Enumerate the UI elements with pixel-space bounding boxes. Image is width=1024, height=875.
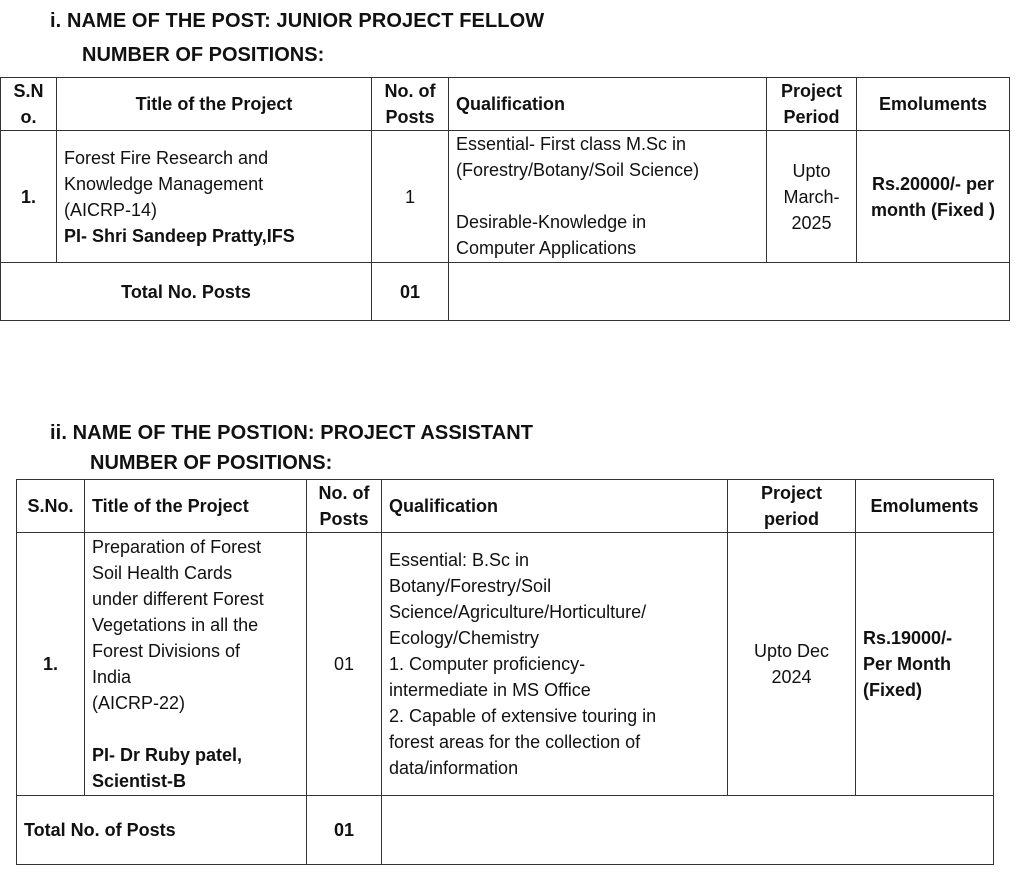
header-posts: No. of Posts bbox=[372, 78, 449, 131]
header-title: Title of the Project bbox=[57, 78, 372, 131]
table-junior-project-fellow bbox=[0, 77, 1010, 321]
principal-investigator: PI- Shri Sandeep Pratty,IFS bbox=[64, 225, 295, 246]
total-value: 01 bbox=[372, 263, 449, 321]
section1-heading: i. NAME OF THE POST: JUNIOR PROJECT FELLOW bbox=[50, 10, 545, 32]
total-label: Total No. of Posts bbox=[17, 796, 307, 865]
section1-subheading: NUMBER OF POSITIONS: bbox=[82, 44, 325, 66]
cell-emoluments: Rs.19000/- Per Month (Fixed) bbox=[856, 533, 994, 796]
cell-sno: 1. bbox=[17, 533, 85, 796]
table-header-row bbox=[1, 78, 1010, 131]
header-period: Project Period bbox=[767, 78, 857, 131]
section2-subheading: NUMBER OF POSITIONS: bbox=[90, 452, 333, 474]
table-header-row bbox=[17, 480, 994, 533]
header-sno: S.N o. bbox=[1, 78, 57, 131]
cell-qualification: Essential: B.Sc in Botany/Forestry/Soil Science/Agriculture/Horticulture/ Ecology/Chemistry 1. Computer proficiency- intermediate in MS Office 2. Capable of extensive touring in forest areas for the collection of data/information bbox=[382, 533, 728, 796]
cell-qualification: Essential- First class M.Sc in (Forestry/Botany/Soil Science) Desirable-Knowledge in Computer Applications bbox=[449, 131, 767, 263]
table-total-row bbox=[17, 796, 994, 865]
principal-investigator: PI- Dr Ruby patel, bbox=[92, 745, 243, 765]
cell-sno: 1. bbox=[1, 131, 57, 263]
cell-posts: 01 bbox=[307, 533, 382, 796]
header-emoluments: Emoluments bbox=[857, 78, 1010, 131]
table-project-assistant bbox=[16, 479, 994, 865]
total-value: 01 bbox=[307, 796, 382, 865]
table-row bbox=[17, 533, 994, 796]
cell-emoluments: Rs.20000/- per month (Fixed ) bbox=[857, 131, 1010, 263]
table-row bbox=[1, 131, 1010, 263]
cell-period: Upto March- 2025 bbox=[767, 131, 857, 263]
cell-title: Forest Fire Research and Knowledge Management (AICRP-14) PI- Shri Sandeep Pratty,IFS bbox=[57, 131, 372, 263]
header-period: Project period bbox=[728, 480, 856, 533]
cell-period: Upto Dec 2024 bbox=[728, 533, 856, 796]
total-empty-cell bbox=[382, 796, 994, 865]
total-label: Total No. Posts bbox=[1, 263, 372, 321]
cell-posts: 1 bbox=[372, 131, 449, 263]
section2-heading: ii. NAME OF THE POSTION: PROJECT ASSISTANT bbox=[50, 422, 534, 444]
header-title: Title of the Project bbox=[85, 480, 307, 533]
header-qualification: Qualification bbox=[382, 480, 728, 533]
table-total-row bbox=[1, 263, 1010, 321]
header-posts: No. of Posts bbox=[307, 480, 382, 533]
header-qualification: Qualification bbox=[449, 78, 767, 131]
header-emoluments: Emoluments bbox=[856, 480, 994, 533]
header-sno: S.No. bbox=[17, 480, 85, 533]
cell-title: Preparation of Forest Soil Health Cards under different Forest Vegetations in all the Forest Divisions of India (AICRP-22) PI- Dr Ruby patel, Scientist-B bbox=[85, 533, 307, 796]
total-empty-cell bbox=[449, 263, 1010, 321]
